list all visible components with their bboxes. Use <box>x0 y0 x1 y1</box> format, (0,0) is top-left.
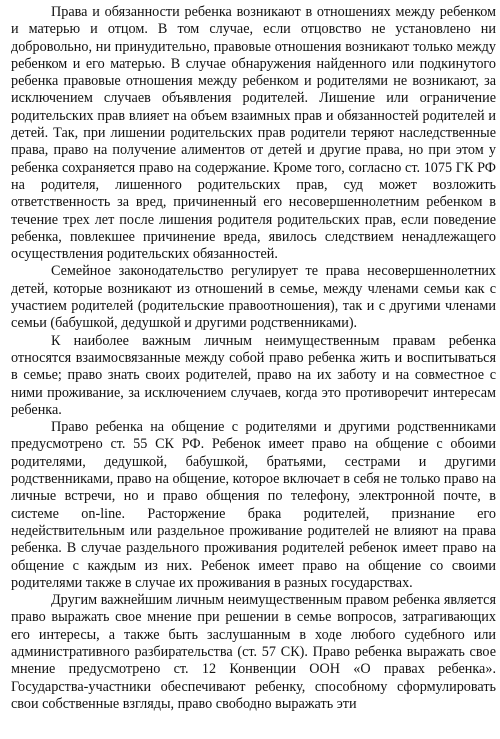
paragraph-2: Семейное законодательство регулирует те права несовершеннолетних детей, которые возникают из отношений в семье, между членами семьи как с участием родителей (родительские правоотношения), так и с другими членами семьи (бабушкой, дедушкой и другими родственниками). <box>11 263 496 332</box>
paragraph-3: К наиболее важным личным неимущественным правам ребенка относятся взаимосвязанные между собой право ребенка жить и воспитываться в семье; право знать своих родителей, право на их заботу и на совместное с ними проживание, за исключением случаев, когда это противоречит интересам ребенка. <box>11 332 496 418</box>
paragraph-5: Другим важнейшим личным неимущественным правом ребенка является право выражать свое мнение при решении в семье вопросов, затрагивающих его интересы, а также быть заслушанным в ходе любого судебного или административного разбирательства (ст. 57 СК). Право ребенка выражать свое мнение предусмотрено ст. 12 Конвенции ООН «О правах ребенка». Государства-участники обеспечивают ребенку, способному сформулировать свои собственные взгляды, право свободно выражать эти <box>11 592 496 712</box>
paragraph-1: Права и обязанности ребенка возникают в отношениях между ребенком и матерью и отцом. В том случае, если отцовство не установлено ни добровольно, ни принудительно, правовые отношения возникают только между ребенком и его матерью. В случае обнаружения найденного или подкинутого ребенка правовые отношения между ребенком и родителями не возникают, за исключением случаев объявления родителей. Лишение или ограничение родительских прав влияет на объем взаимных прав и обязанностей родителей и детей. Так, при лишении родительских прав родители теряют наследственные права, право на получение алиментов от детей и другие права, но при этом у ребенка сохраняется право на содержание. Кроме того, согласно ст. 1075 ГК РФ на родителя, лишенного родительских прав, суд может возложить ответственность за вред, причиненный его несовершеннолетним ребенком в течение трех лет после лишения родителя родительских прав, если поведение ребенка, повлекшее причинение вреда, явилось следствием ненадлежащего осуществления родительских обязанностей. <box>11 4 496 263</box>
paragraph-4: Право ребенка на общение с родителями и другими родственниками предусмотрено ст. 55 СК РФ. Ребенок имеет право на общение с обоими родителями, дедушкой, бабушкой, братьями, сестрами и другими родственниками, право на общение, которое включает в себя не только право на личные встречи, но и право общения по телефону, электронной почте, в системе on-line. Расторжение брака родителей, признание его недействительным или раздельное проживание родителей не влияют на права ребенка. В случае раздельного проживания родителей ребенок имеет право на общение с каждым из них. Ребенок имеет право на общение со своими родителями также в случае их проживания в разных государствах. <box>11 419 496 591</box>
